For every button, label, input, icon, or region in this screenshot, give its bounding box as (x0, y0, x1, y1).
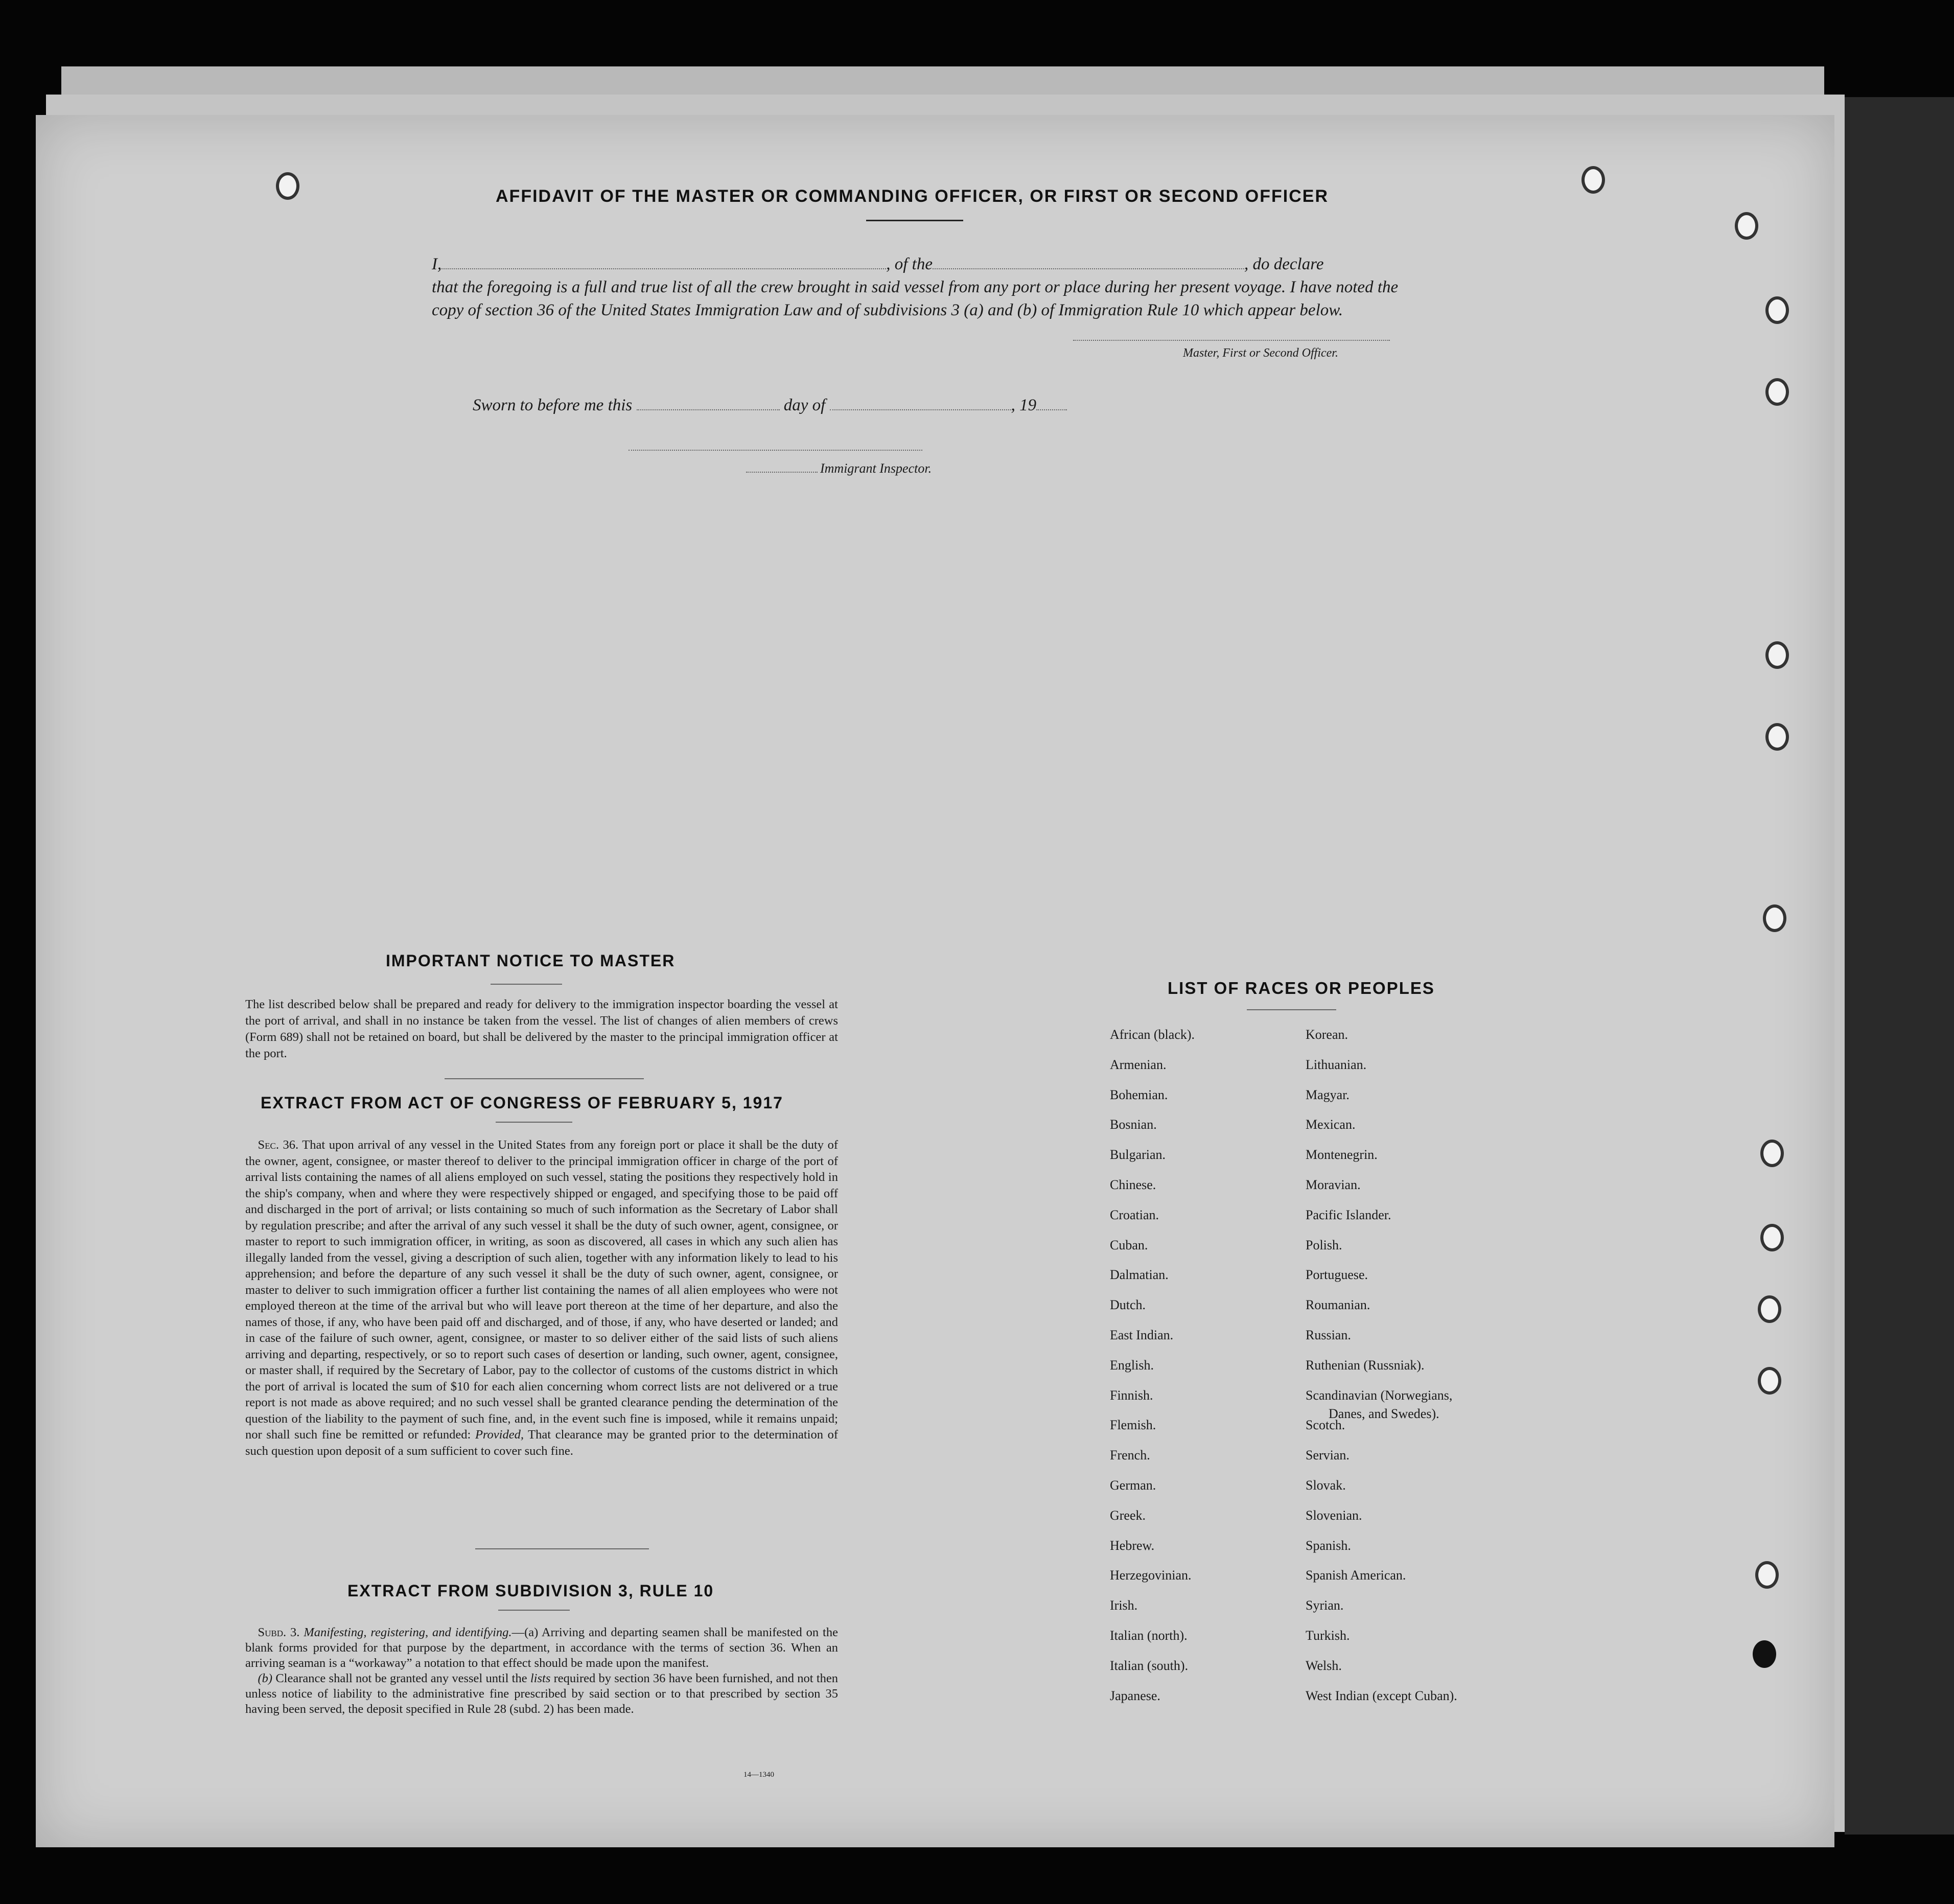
race-item: Danes, and Swedes). (1329, 1406, 1439, 1421)
punch-hole-icon (1758, 1295, 1781, 1323)
race-item: Russian. (1306, 1328, 1351, 1342)
affidavit-title: AFFIDAVIT OF THE MASTER OR COMMANDING OFFICER, OR FIRST OR SECOND OFFICER (496, 187, 1329, 206)
divider (496, 1122, 572, 1123)
race-item: Korean. (1306, 1027, 1348, 1042)
punch-hole-icon (1765, 723, 1789, 751)
race-item: Slovenian. (1306, 1507, 1362, 1523)
race-item: Spanish American. (1306, 1568, 1406, 1583)
race-item: Herzegovinian. (1110, 1568, 1192, 1583)
race-item: Bohemian. (1110, 1087, 1168, 1102)
race-item: West Indian (except Cuban). (1306, 1688, 1457, 1703)
race-item: East Indian. (1110, 1328, 1174, 1342)
affidavit-body (432, 253, 1418, 322)
inspector-signature-field[interactable] (746, 472, 818, 473)
race-item: Syrian. (1306, 1598, 1344, 1613)
race-item: Dalmatian. (1110, 1267, 1169, 1283)
inspector-signature-field[interactable] (629, 450, 922, 451)
punch-hole-icon (1765, 378, 1789, 406)
sworn-statement: Sworn to before me this day of , 19 (473, 396, 1067, 415)
race-item: Bosnian. (1110, 1117, 1157, 1132)
race-item: Croatian. (1110, 1207, 1159, 1222)
race-item: Welsh. (1306, 1658, 1342, 1673)
inspector-caption: Immigrant Inspector. (820, 461, 932, 476)
race-item: Moravian. (1306, 1177, 1361, 1192)
divider (475, 1548, 649, 1549)
race-item: Bulgarian. (1110, 1147, 1166, 1163)
divider (498, 1610, 570, 1611)
race-item: Scandinavian (Norwegians, (1306, 1387, 1453, 1403)
race-item: Magyar. (1306, 1087, 1350, 1102)
race-item: Dutch. (1110, 1297, 1146, 1313)
race-item: French. (1110, 1448, 1150, 1463)
race-item: Montenegrin. (1306, 1147, 1378, 1163)
extract-rule-heading: EXTRACT FROM SUBDIVISION 3, RULE 10 (347, 1582, 714, 1600)
race-item: Chinese. (1110, 1177, 1156, 1192)
race-item: Japanese. (1110, 1688, 1160, 1703)
subdivision-3-text (245, 1625, 838, 1717)
race-item: Greek. (1110, 1507, 1146, 1523)
punch-hole-icon (1758, 1367, 1781, 1395)
race-item: Pacific Islander. (1306, 1207, 1391, 1222)
race-item: English. (1110, 1357, 1154, 1373)
sworn-month-field[interactable] (830, 409, 1011, 410)
signature-caption: Master, First or Second Officer. (1183, 346, 1338, 360)
important-notice-heading: IMPORTANT NOTICE TO MASTER (386, 951, 676, 970)
punch-hole-icon (1581, 166, 1605, 194)
race-item: Ruthenian (Russniak). (1306, 1357, 1425, 1373)
punch-hole-icon (1760, 1140, 1784, 1167)
race-item: Turkish. (1306, 1628, 1350, 1643)
race-item: Servian. (1306, 1448, 1350, 1463)
sworn-day-field[interactable] (637, 409, 780, 410)
race-item: Spanish. (1306, 1538, 1351, 1553)
race-item: African (black). (1110, 1027, 1195, 1042)
section-36-text: Sec. 36. That upon arrival of any vessel in the United States from any foreign port or place it shall be the duty of the owner, agent, consignee, or master thereof to deliver to the principal immigration officer in charge of the port of arrival lists containing the names of all aliens employed on such vessel, stating the positions they respectively hold in the ship's company, when and where they were respectively shipped or engaged, and specifying those to be paid off and discharged in the port of arrival; or lists containing so much of such information as the Secretary of Labor shall by regulation prescribe; and after the arrival of any such vessel it shall be the duty of such owner, agent, consignee, or master to report to such immigration officer, in writing, as soon as discovered, all cases in which any such alien has illegally landed from the vessel, giving a description of such alien, together with any information likely to lead to his apprehension; and before the departure of any such vessel it shall be the duty of such owner, agent, consignee, or master to deliver to such immigration officer a further list containing the names of all alien employees who were not employed thereon at the time of the arrival but who will leave port thereon at the time of her departure, and also the names of those, if any, who have been paid off and discharged, and of those, if any, who have deserted or landed; and in case of the failure of such owner, agent, consignee, or master to so deliver either of the said lists of such aliens arriving and departing, respectively, or so to report such cases of desertion or landing, such owner, agent, consignee, or master shall, if required by the Secretary of Labor, pay to the collector of customs of the customs district in which the port of arrival is located the sum of $10 for each alien concerning whom correct lists are not delivered or a true report is not made as above required; and no such vessel shall be granted clearance pending the determination of the question of the liability to the payment of such fine, and, in the event such fine is imposed, while it remains unpaid; nor shall such fine be remitted or refunded: Provided, That clearance may be granted prior to the determination of such question upon deposit of a sum sufficient to cover such fine. (245, 1138, 838, 1458)
race-item: Roumanian. (1306, 1297, 1370, 1313)
race-item: Portuguese. (1306, 1267, 1368, 1283)
race-item: Slovak. (1306, 1478, 1346, 1493)
sworn-year-field[interactable] (1036, 409, 1067, 410)
race-item: Hebrew. (1110, 1538, 1155, 1553)
race-item: Italian (north). (1110, 1628, 1188, 1643)
binder-edge (1845, 97, 1954, 1835)
race-item: Flemish. (1110, 1418, 1156, 1433)
subdivision-para-a: Subd. 3. Manifesting, registering, and identifying.—(a) Arriving and departing seamen shall be manifested on the blank forms provided for that purpose by the department, in accordance with the terms of section 36. When an arriving seaman is a “workaway” a notation to that effect should be made upon the manifest. (245, 1626, 838, 1670)
divider (445, 1078, 644, 1079)
document-page (36, 115, 1834, 1847)
race-item: Armenian. (1110, 1057, 1167, 1072)
punch-hole-icon (1735, 212, 1758, 240)
punch-hole-icon (1753, 1640, 1776, 1668)
race-item: Irish. (1110, 1598, 1138, 1613)
divider (1247, 1009, 1336, 1010)
punch-hole-icon (1755, 1561, 1779, 1589)
punch-hole-icon (1765, 641, 1789, 669)
race-item: Polish. (1306, 1237, 1342, 1252)
subdivision-para-b: (b) Clearance shall not be granted any vessel until the lists required by section 36 have been furnished, and not then unless notice of liability to the administrative fine prescribed by said section or to that prescribed by section 35 having been served, the deposit specified in Rule 28 (subd. 2) has been made. (245, 1671, 839, 1716)
race-item: Finnish. (1110, 1387, 1153, 1403)
races-heading: LIST OF RACES OR PEOPLES (1168, 979, 1435, 997)
race-item: Scotch. (1306, 1418, 1345, 1433)
divider (866, 220, 963, 221)
affidavit-text: that the foregoing is a full and true list of all the crew brought in said vessel from any port or place during her present voyage. I have noted the copy of section 36 of the United States Immigration Law and of subdivisions 3 (a) and (b) of Immigration Rule 10 which appear below. (432, 278, 1399, 319)
important-notice-body: The list described below shall be prepared and ready for delivery to the immigration inspector boarding the vessel at the port of arrival, and shall in no instance be taken from the vessel. The list of changes of alien members of crews (Form 689) shall not be retained on board, but shall be delivered by the master to the principal immigration officer at the port. (245, 997, 838, 1060)
affidavit-declaration-line: I, , of the , do declare (432, 255, 1324, 273)
punch-hole-icon (1763, 904, 1786, 932)
race-item: German. (1110, 1478, 1156, 1493)
race-item: Cuban. (1110, 1237, 1148, 1252)
race-item: Lithuanian. (1306, 1057, 1367, 1072)
name-field[interactable] (441, 268, 886, 269)
race-item: Italian (south). (1110, 1658, 1189, 1673)
form-number: 14—1340 (743, 1771, 774, 1779)
punch-hole-icon (1765, 296, 1789, 324)
punch-hole-icon (1760, 1224, 1784, 1251)
divider (491, 984, 562, 985)
signature-field[interactable] (1073, 340, 1390, 341)
vessel-field[interactable] (933, 268, 1244, 269)
punch-hole-icon (276, 172, 299, 200)
extract-act-heading: EXTRACT FROM ACT OF CONGRESS OF FEBRUARY 5, 1917 (261, 1094, 783, 1112)
race-item: Mexican. (1306, 1117, 1356, 1132)
